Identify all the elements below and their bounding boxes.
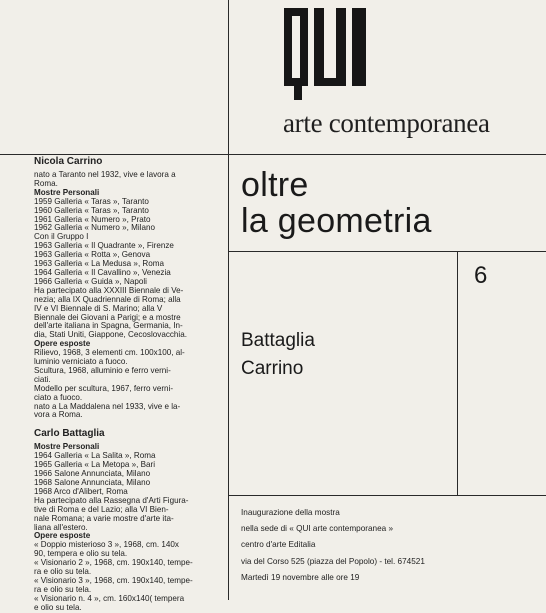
right-vertical-rule bbox=[457, 251, 458, 496]
section-heading: Opere esposte bbox=[34, 531, 91, 541]
bio-line: Scultura, 1968, alluminio e ferro verni- bbox=[34, 365, 171, 375]
bio-line: 1964 Galleria « La Salita », Roma bbox=[34, 451, 156, 461]
bio-line: ciato a fuoco. bbox=[34, 392, 83, 402]
horizontal-rule-info bbox=[228, 495, 546, 496]
logo-letter-u bbox=[314, 8, 346, 86]
opening-info bbox=[241, 505, 541, 586]
artist-name-battaglia: Carlo Battaglia bbox=[34, 428, 105, 440]
bio-line: « Visionario n. 4 », cm. 160x140( tempera bbox=[34, 593, 185, 603]
bio-line: 1959 Galleria « Taras », Taranto bbox=[34, 196, 149, 206]
bio-line: 1968 Arco d'Alibert, Roma bbox=[34, 486, 128, 496]
info-line: Inaugurazione della mostra bbox=[241, 508, 340, 517]
artist-name-carrino: Nicola Carrino bbox=[34, 156, 103, 167]
qui-logo bbox=[280, 4, 380, 104]
artist-carrino: Carrino bbox=[241, 358, 304, 379]
top-vertical-rule bbox=[228, 0, 229, 156]
center-vertical-rule bbox=[228, 154, 229, 600]
bio-line: nale Romana; a varie mostre d'arte ita- bbox=[34, 513, 174, 523]
bio-line: Rilievo, 1968, 3 elementi cm. 100x100, al- bbox=[34, 348, 185, 358]
bio-line: luminio verniciato a fuoco. bbox=[34, 357, 128, 367]
info-line: Martedì 19 novembre alle ore 19 bbox=[241, 572, 360, 582]
bio-line: liana all'estero. bbox=[34, 522, 88, 532]
bio-line: tive di Roma e del Lazio; alla VI Bien- bbox=[34, 504, 169, 514]
exhibition-title bbox=[241, 167, 432, 239]
bio-line: ciati. bbox=[34, 374, 51, 384]
bio-line: 1966 Salone Annunciata, Milano bbox=[34, 469, 151, 479]
info-line: via del Corso 525 (piazza del Popolo) - tel. 674521 bbox=[241, 556, 425, 566]
bio-line: 1961 Galleria « Numero », Prato bbox=[34, 214, 151, 224]
issue-number: 6 bbox=[474, 262, 488, 289]
bio-line: Ha partecipato alla XXXIII Biennale di Ve- bbox=[34, 285, 184, 295]
info-line: centro d'arte Editalia bbox=[241, 540, 316, 550]
bio-line: « Doppio misterioso 3 », 1968, cm. 140x bbox=[34, 540, 179, 550]
artist-battaglia: Battaglia bbox=[241, 330, 315, 351]
title-line-1: oltre bbox=[241, 166, 309, 204]
bio-line: vora a Roma. bbox=[34, 410, 83, 420]
bio-line: 1963 Galleria « Rotta », Genova bbox=[34, 250, 151, 260]
section-heading: Mostre Personali bbox=[34, 442, 100, 452]
bio-line: Biennale dei Giovani a Parigi; e a mostre bbox=[34, 312, 181, 322]
logo-subtitle: arte contemporanea bbox=[283, 108, 490, 138]
bio-line: 90, tempera e olio su tela. bbox=[34, 549, 128, 559]
section-heading: Mostre Personali bbox=[34, 187, 100, 197]
bio-line: 1966 Galleria « Guida », Napoli bbox=[34, 276, 147, 286]
bio-line: « Visionario 2 », 1968, cm. 190x140, tempe- bbox=[34, 558, 193, 568]
bio-line: 1968 Salone Annunciata, Milano bbox=[34, 478, 151, 487]
bio-line: dia, Stati Uniti, Giappone, Cecoslovacchia. bbox=[34, 330, 187, 340]
bio-line: 1964 Galleria « Il Cavallino », Venezia bbox=[34, 267, 171, 277]
info-line: nella sede di « QUI arte contemporanea » bbox=[241, 524, 394, 534]
bio-line: 1960 Galleria « Taras », Taranto bbox=[34, 205, 149, 215]
bio-line: 1962 Galleria « Numero », Milano bbox=[34, 223, 156, 233]
bio-line: Con il Gruppo I bbox=[34, 232, 89, 242]
section-heading: Opere esposte bbox=[34, 339, 91, 349]
artist-biographies bbox=[34, 156, 224, 613]
bio-line: nato a La Maddalena nel 1933, vive e la- bbox=[34, 401, 181, 411]
logo-letter-q bbox=[284, 8, 308, 100]
artist-names bbox=[241, 327, 315, 383]
bio-line: Roma. bbox=[34, 178, 58, 188]
bio-line: Modello per scultura, 1967, ferro verni- bbox=[34, 383, 174, 393]
bio-line: dell'arte italiana in Spagna, Germania, In- bbox=[34, 321, 183, 331]
logo-letter-i bbox=[352, 8, 366, 86]
bio-line: nezia; alla IX Quadriennale di Roma; alla bbox=[34, 294, 181, 304]
bio-line: 1963 Galleria « La Medusa », Roma bbox=[34, 259, 165, 269]
bio-line: ra e olio su tela. bbox=[34, 584, 92, 594]
bio-line: 1963 Galleria « Il Quadrante », Firenze bbox=[34, 241, 174, 251]
bio-line: 1965 Galleria « La Metopa », Bari bbox=[34, 460, 156, 470]
bio-line: ra e olio su tela. bbox=[34, 567, 92, 577]
bio-line: Ha partecipato alla Rassegna d'Arti Figura- bbox=[34, 495, 189, 505]
title-line-2: la geometria bbox=[241, 202, 432, 240]
bio-line: IV e VI Biennale di S. Marino; alla V bbox=[34, 303, 163, 313]
bio-line: nato a Taranto nel 1932, vive e lavora a bbox=[34, 170, 176, 179]
bio-line: e olio su tela. bbox=[34, 602, 82, 612]
bio-line: « Visionario 3 », 1968, cm. 190x140, tempe- bbox=[34, 575, 193, 585]
horizontal-rule-title bbox=[228, 251, 546, 252]
